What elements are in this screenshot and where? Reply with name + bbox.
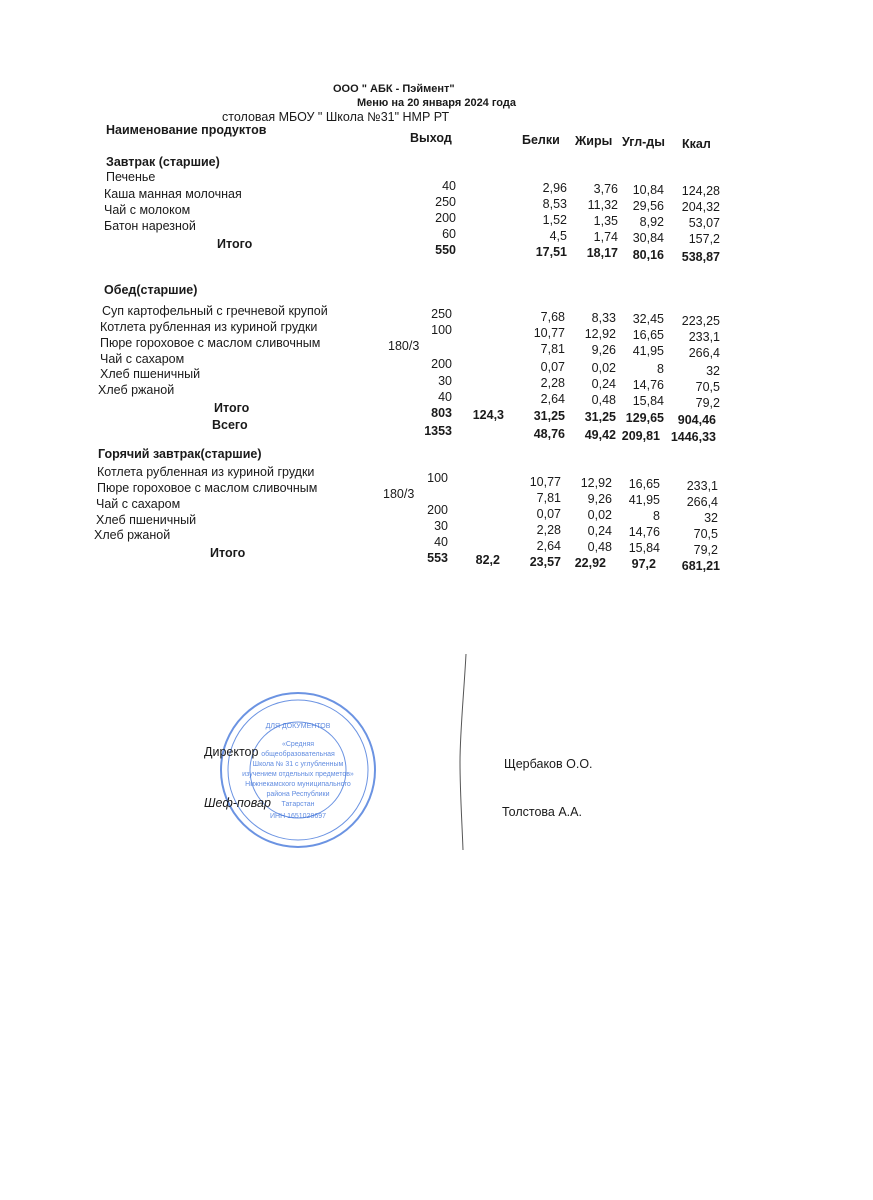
product-name: Суп картофельный с гречневой крупой: [102, 304, 328, 318]
fat-cell: 0,24: [587, 524, 612, 538]
total-carbs: 80,16: [632, 248, 664, 262]
col-name-header: Наименование продуктов: [106, 123, 267, 137]
product-name: Котлета рубленная из куриной грудки: [100, 320, 318, 334]
protein-cell: 8,53: [542, 197, 567, 211]
section-title: Обед(старшие): [104, 283, 198, 297]
total-label: Итого: [217, 237, 253, 251]
protein-cell: 0,07: [540, 360, 565, 374]
product-name: Чай с сахаром: [96, 497, 181, 511]
chef-name: Толстова А.А.: [502, 805, 582, 819]
kcal-cell: 266,4: [688, 346, 720, 360]
svg-text:ДЛЯ ДОКУМЕНТОВ: ДЛЯ ДОКУМЕНТОВ: [265, 723, 331, 730]
yield-cell: 180/3: [388, 339, 420, 353]
product-name: Хлеб ржаной: [98, 383, 175, 397]
total-yield: 553: [427, 551, 448, 565]
total-label: Итого: [214, 401, 250, 415]
fat-cell: 0,48: [587, 540, 612, 554]
director-label: Директор: [204, 745, 259, 759]
kcal-cell: 53,07: [688, 216, 720, 230]
carbs-cell: 16,65: [628, 477, 660, 491]
fat-cell: 12,92: [580, 476, 612, 490]
section-title: Горячий завтрак(старшие): [98, 447, 262, 461]
carbs-cell: 8: [657, 362, 664, 376]
col-protein-header: Белки: [522, 133, 560, 147]
protein-cell: 7,68: [540, 310, 565, 324]
carbs-cell: 29,56: [632, 199, 664, 213]
protein-cell: 0,07: [536, 507, 561, 521]
protein-cell: 10,77: [533, 326, 565, 340]
col-fat-header: Жиры: [575, 134, 613, 148]
grand-total-label: Всего: [212, 418, 248, 432]
svg-text:района Республики: района Республики: [266, 791, 330, 798]
product-name: Печенье: [106, 170, 156, 184]
carbs-cell: 41,95: [628, 493, 660, 507]
carbs-cell: 16,65: [632, 328, 664, 342]
protein-cell: 4,5: [549, 229, 567, 243]
product-name: Пюре гороховое с маслом сливочным: [100, 336, 321, 350]
svg-text:изучением отдельных предметов»: изучением отдельных предметов»: [242, 771, 354, 778]
carbs-cell: 14,76: [632, 378, 664, 392]
yield-cell: 30: [438, 374, 452, 388]
fat-cell: 1,35: [593, 214, 618, 228]
yield-cell: 100: [427, 471, 448, 485]
grand-yield: 1353: [424, 424, 452, 438]
total-carbs: 129,65: [625, 411, 664, 425]
section-title: Завтрак (старшие): [106, 155, 220, 169]
director-name: Щербаков О.О.: [504, 757, 593, 771]
total-fat: 31,25: [584, 410, 616, 424]
grand-fat: 49,42: [584, 428, 616, 442]
total-kcal: 904,46: [677, 413, 716, 427]
product-name: Хлеб пшеничный: [96, 513, 197, 527]
yield-cell: 40: [442, 179, 456, 193]
yield-cell: 200: [435, 211, 456, 225]
company-name: ООО " АБК - Пэймент": [333, 83, 455, 95]
carbs-cell: 15,84: [632, 394, 664, 408]
carbs-cell: 32,45: [632, 312, 664, 326]
kcal-cell: 79,2: [695, 396, 720, 410]
yield-cell: 60: [442, 227, 456, 241]
protein-cell: 10,77: [529, 475, 561, 489]
protein-cell: 2,64: [540, 392, 565, 406]
protein-cell: 2,28: [536, 523, 561, 537]
total-kcal: 681,21: [681, 559, 720, 573]
yield-cell: 40: [438, 390, 452, 404]
protein-cell: 7,81: [540, 342, 565, 356]
carbs-cell: 10,84: [632, 183, 664, 197]
total-fat: 22,92: [574, 556, 606, 570]
col-kcal-header: Ккал: [682, 137, 711, 151]
total-yield: 550: [435, 243, 456, 257]
yield-cell: 250: [431, 307, 452, 321]
official-stamp: [218, 690, 378, 850]
menu-date: Меню на 20 января 2024 года: [357, 97, 516, 109]
yield-cell: 40: [434, 535, 448, 549]
signature-line: [454, 652, 474, 852]
fat-cell: 9,26: [591, 343, 616, 357]
kcal-cell: 70,5: [693, 527, 718, 541]
total-carbs: 97,2: [631, 557, 656, 571]
product-name: Хлеб пшеничный: [100, 367, 201, 381]
svg-text:Нижнекамского муниципального: Нижнекамского муниципального: [245, 781, 351, 788]
kcal-cell: 32: [706, 364, 720, 378]
carbs-cell: 41,95: [632, 344, 664, 358]
yield-cell: 30: [434, 519, 448, 533]
chef-label: Шеф-повар: [204, 796, 271, 810]
carbs-cell: 14,76: [628, 525, 660, 539]
product-name: Чай с сахаром: [100, 352, 185, 366]
svg-text:Татарстан: Татарстан: [281, 801, 315, 808]
carbs-cell: 8: [653, 509, 660, 523]
total-fat: 18,17: [586, 246, 618, 260]
fat-cell: 8,33: [591, 311, 616, 325]
protein-cell: 2,96: [542, 181, 567, 195]
svg-text:«Средняя: «Средняя: [281, 741, 315, 748]
protein-cell: 2,64: [536, 539, 561, 553]
product-name: Батон нарезной: [104, 219, 196, 233]
fat-cell: 1,74: [593, 230, 618, 244]
yield-cell: 200: [431, 357, 452, 371]
kcal-cell: 233,1: [686, 479, 718, 493]
col-carbs-header: Угл-ды: [622, 135, 665, 149]
fat-cell: 0,24: [591, 377, 616, 391]
kcal-cell: 79,2: [693, 543, 718, 557]
total-extra: 124,3: [472, 408, 504, 422]
total-kcal: 538,87: [681, 250, 720, 264]
yield-cell: 200: [427, 503, 448, 517]
protein-cell: 2,28: [540, 376, 565, 390]
kcal-cell: 124,28: [681, 184, 720, 198]
fat-cell: 0,02: [591, 361, 616, 375]
carbs-cell: 30,84: [632, 231, 664, 245]
product-name: Чай с молоком: [104, 203, 191, 217]
grand-kcal: 1446,33: [670, 430, 716, 444]
kcal-cell: 223,25: [681, 314, 720, 328]
col-yield-header: Выход: [410, 131, 452, 145]
fat-cell: 3,76: [593, 182, 618, 196]
fat-cell: 11,32: [587, 198, 618, 212]
total-protein: 31,25: [533, 409, 565, 423]
protein-cell: 1,52: [542, 213, 567, 227]
product-name: Каша манная молочная: [104, 187, 242, 201]
yield-cell: 100: [431, 323, 452, 337]
fat-cell: 9,26: [587, 492, 612, 506]
fat-cell: 12,92: [584, 327, 616, 341]
fat-cell: 0,48: [591, 393, 616, 407]
product-name: Хлеб ржаной: [94, 528, 171, 542]
canteen-title: столовая МБОУ " Школа №31" НМР РТ: [222, 110, 450, 124]
grand-protein: 48,76: [533, 427, 565, 441]
kcal-cell: 32: [704, 511, 718, 525]
kcal-cell: 204,32: [681, 200, 720, 214]
carbs-cell: 8,92: [639, 215, 664, 229]
svg-text:общеобразовательная: общеобразовательная: [261, 751, 335, 758]
fat-cell: 0,02: [587, 508, 612, 522]
kcal-cell: 70,5: [695, 380, 720, 394]
carbs-cell: 15,84: [628, 541, 660, 555]
product-name: Пюре гороховое с маслом сливочным: [97, 481, 318, 495]
total-extra: 82,2: [475, 553, 500, 567]
svg-text:ИНН 1651028697: ИНН 1651028697: [269, 813, 327, 820]
total-protein: 17,51: [535, 245, 567, 259]
yield-cell: 180/3: [383, 487, 415, 501]
kcal-cell: 266,4: [686, 495, 718, 509]
total-yield: 803: [431, 406, 452, 420]
yield-cell: 250: [435, 195, 456, 209]
kcal-cell: 157,2: [688, 232, 720, 246]
kcal-cell: 233,1: [688, 330, 720, 344]
grand-carbs: 209,81: [621, 429, 660, 443]
total-protein: 23,57: [529, 555, 561, 569]
svg-text:Школа № 31 с углубленным: Школа № 31 с углубленным: [252, 761, 344, 768]
protein-cell: 7,81: [536, 491, 561, 505]
product-name: Котлета рубленная из куриной грудки: [97, 465, 315, 479]
total-label: Итого: [210, 546, 246, 560]
